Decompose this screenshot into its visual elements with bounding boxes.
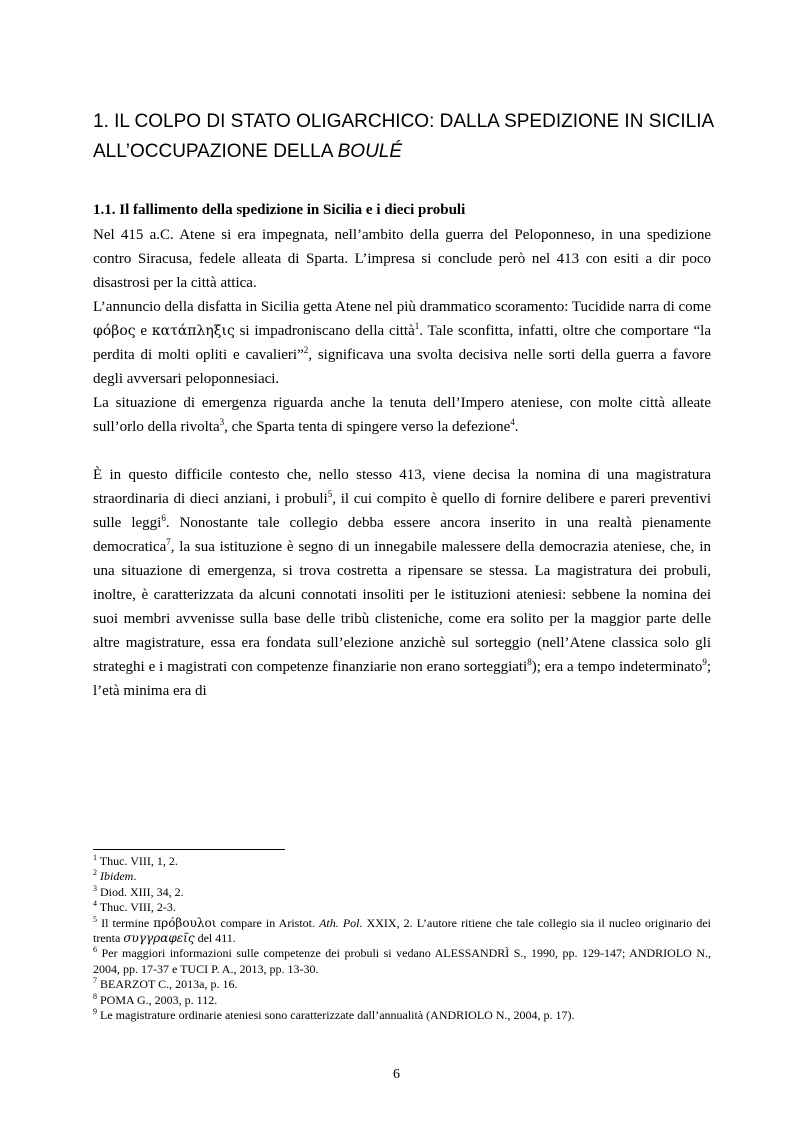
greek-term: κατάπληξις [151,323,235,339]
footnote-number: 9 [93,1007,97,1017]
footnote-number: 4 [93,899,97,909]
paragraph-1: Nel 415 a.C. Atene si era impegnata, nell’ambito della guerra del Peloponneso, in una spedizione contro Siracusa, fedele alleata di Sparta. L’impresa si conclude però nel 413 con esiti a dir poco disastrosi per la città attica. [93,227,711,291]
footnote-4 [93,900,711,915]
footnote-ref[interactable]: 2 [303,345,309,355]
footnote-number: 5 [93,914,97,924]
footnote-text: XXIX, 2. L’autore ritiene che tale collegio sia il nucleo originario dei trenta [93,915,711,946]
footnote-ref[interactable]: 3 [219,417,225,427]
footnote-text: BEARZOT C., 2013a, p. 16. [97,977,238,992]
paragraph-2 [93,295,711,391]
text-run: ); era a tempo indeterminato [531,659,703,675]
footnote-3 [93,885,711,900]
footnote-text: Thuc. VIII, 2-3. [97,900,176,915]
footnote-5 [93,916,711,947]
text-run: È in questo difficile contesto che, nello stesso 413, viene decisa la nomina di una magistratura straordinaria di dieci anziani, i probuli [93,467,711,507]
footnote-text: compare in Aristot. [216,915,320,930]
footnote-number: 3 [93,883,97,893]
text-run: ; l’età minima era di [93,659,711,699]
page-number: 6 [393,1067,400,1082]
footnote-number: 6 [93,945,97,955]
footnote-ref[interactable]: 4 [510,417,515,427]
footnote-9 [93,1008,711,1023]
footnote-text-italic: Ath. Pol. [319,915,363,930]
greek-term: φόβος [93,323,136,339]
footnote-text: Le magistrature ordinarie ateniesi sono caratterizzate dall’annualità (ANDRIOLO N., 2004, p. 17). [97,1008,575,1023]
paragraph-4 [93,463,711,703]
footnote-ref[interactable]: 9 [702,657,707,667]
text-run: e [135,323,152,339]
footnote-text: Diod. XIII, 34, 2. [97,884,184,899]
footnotes [93,854,711,1023]
footnote-2 [93,869,711,884]
footnote-text: Il termine [97,915,154,930]
footnote-1 [93,854,711,869]
footnote-7 [93,977,711,992]
footnote-text: POMA G., 2003, p. 112. [97,992,218,1007]
greek-term: πρόβουλοι [153,915,217,930]
footnote-number: 2 [93,868,97,878]
text-run: si impadroniscano della città [234,323,415,339]
footnote-8 [93,993,711,1008]
footnote-text: del 411. [194,931,236,946]
text-run: . Tale sconfitta, infatti, oltre che comportare “la perdita di molti opliti e cavalieri” [93,323,711,363]
footnote-number: 7 [93,976,97,986]
text-run: , la sua istituzione è segno di un innegabile malessere della democrazia ateniese, che, in una situazione di emergenza, si trova costretta a ripensare se stessa. La magistratura dei probuli, inoltre, è caratterizzata da alcuni connotati insoliti per le istituzioni ateniesi: sebbene la nomina dei suoi membri avvenisse sulla base delle tribù clisteniche, come era solito per la maggior parte delle altre magistrature, essa era fondata sull’elezione anzichè sul sorteggio (nell’Atene classica solo gli strateghi e i magistrati con competenze finanziarie non erano sorteggiati [93,539,711,675]
text-run: L’annuncio della disfatta in Sicilia getta Atene nel più drammatico scoramento: Tucidide narra di come [93,299,711,315]
footnote-ref[interactable]: 7 [166,537,171,547]
footnote-ref[interactable]: 1 [414,321,420,331]
footnote-ref[interactable]: 6 [161,513,166,523]
body-text [93,223,711,703]
footnote-number: 1 [93,853,97,862]
footnote-separator [93,849,285,850]
footnote-ref[interactable]: 8 [527,657,532,667]
footnote-ref[interactable]: 5 [327,489,333,499]
section-title: 1.1. Il fallimento della spedizione in Sicilia e i dieci probuli [93,202,466,218]
text-run: , che Sparta tenta di spingere verso la defezione [224,419,511,435]
chapter-title-text: 1. IL COLPO DI STATO OLIGARCHICO: DALLA SPEDIZIONE IN SICILIA ALL’OCCUPAZIONE DELLA [93,111,714,162]
text-run: , il cui compito è quello di fornire delibere e pareri preventivi sulle leggi [93,491,712,531]
paragraph-3 [93,391,711,439]
footnote-text: Thuc. VIII, 1, 2. [97,854,178,868]
footnote-text: . [133,869,137,884]
chapter-title [93,107,733,167]
text-run: , significava una svolta decisiva nelle sorti della guerra a favore degli avversari peloponnesiaci. [93,347,711,387]
chapter-title-italic: BOULÉ [337,141,403,162]
greek-term: συγγραφεῖς [123,931,195,946]
footnote-6 [93,946,711,977]
footnote-text: Per maggiori informazioni sulle competenze dei probuli si vedano ALESSANDRÌ S., 1990, pp. 129-147; ANDRIOLO N., 2004, pp. 17-37 e TUCI P. A., 2013, pp. 13-30. [93,946,711,976]
text-run: . [514,419,519,435]
footnote-text-italic: Ibidem [100,869,134,884]
text-run: La situazione di emergenza riguarda anche la tenuta dell’Impero ateniese, con molte città alleate sull’orlo della rivolta [93,395,711,435]
footnote-number: 8 [93,991,97,1001]
text-run: . Nonostante tale collegio debba essere ancora inserito in una realtà pienamente democratica [93,515,711,555]
